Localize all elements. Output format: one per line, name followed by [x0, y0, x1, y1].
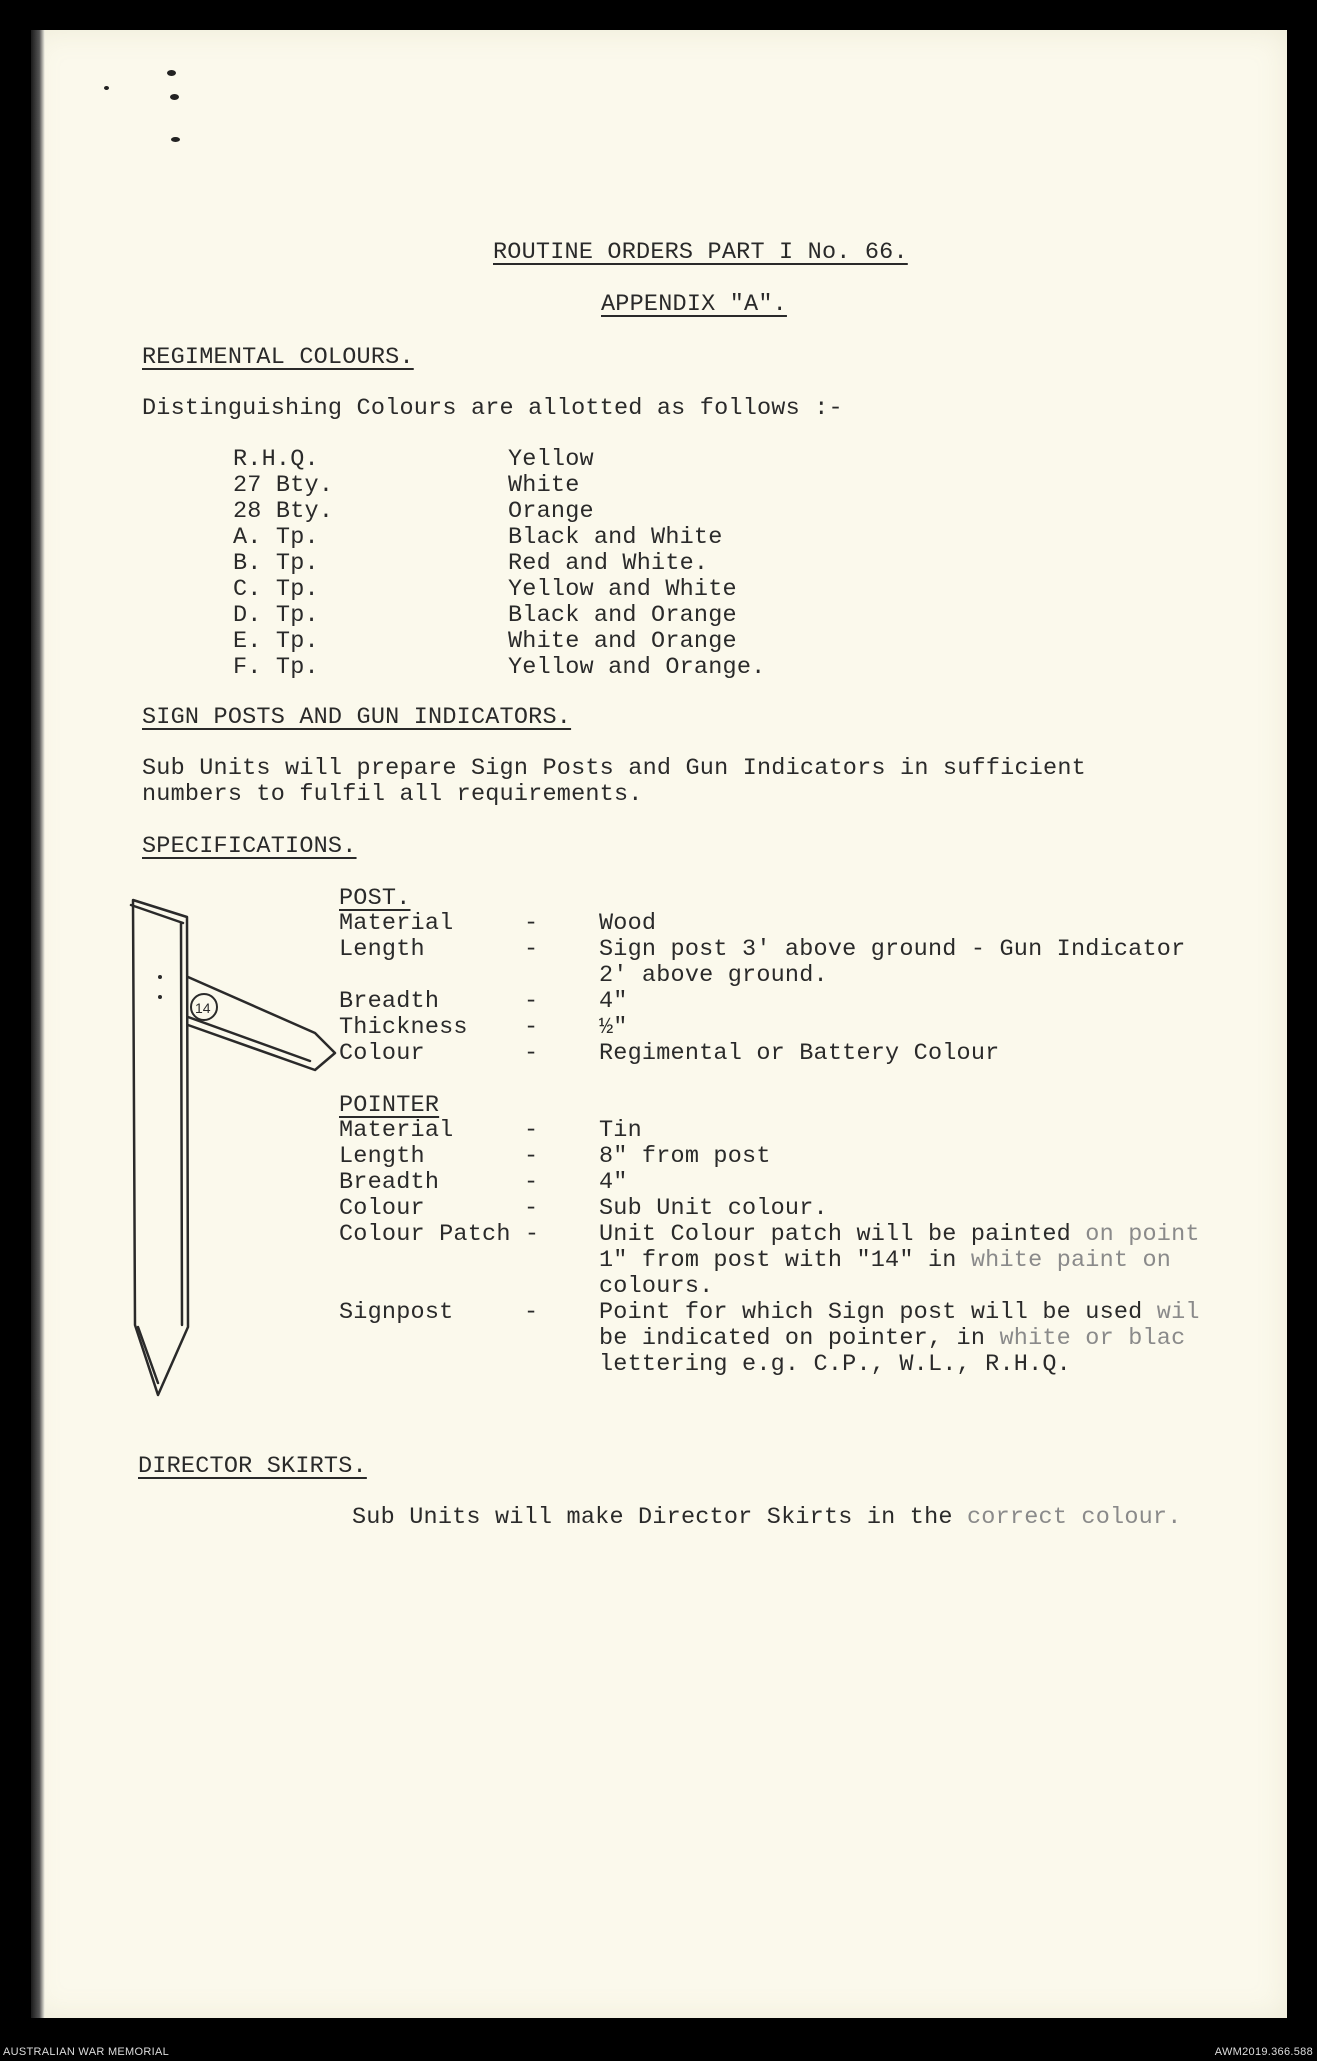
signposts-text: numbers to fulfil all requirements. — [142, 781, 643, 808]
unit-name: D. Tp. — [233, 602, 319, 629]
pointer-outline — [188, 977, 335, 1070]
spec-value: lettering e.g. C.P., W.L., R.H.Q. — [599, 1351, 1071, 1378]
spec-value: Sign post 3' above ground - Gun Indicator — [599, 936, 1186, 963]
unit-colour: Black and Orange — [508, 602, 737, 629]
spec-label: Colour — [339, 1195, 425, 1222]
spec-dash: - — [524, 1117, 539, 1144]
spec-value: Regimental or Battery Colour — [599, 1040, 1000, 1067]
spec-value-part: Point for which Sign post will be used — [599, 1299, 1157, 1326]
spec-dash: - — [524, 1143, 539, 1170]
spec-value: 2' above ground. — [599, 962, 828, 989]
spec-value-faded: on point — [1085, 1221, 1200, 1248]
spec-value: Wood — [599, 910, 657, 937]
page-edge-shadow — [31, 30, 45, 2018]
footer-archive-name: AUSTRALIAN WAR MEMORIAL — [3, 2046, 170, 2058]
spec-value-part: 1" from post with "14" in — [599, 1247, 971, 1274]
staple-mark — [167, 70, 176, 76]
section-heading-director: DIRECTOR SKIRTS. — [138, 1453, 367, 1480]
spec-value: 4" — [599, 1169, 628, 1196]
spec-dash: - — [524, 936, 539, 963]
unit-name: 27 Bty. — [233, 472, 334, 499]
spec-value-part: Unit Colour patch will be painted — [599, 1221, 1086, 1248]
unit-name: A. Tp. — [233, 524, 319, 551]
spec-value-faded: wil — [1156, 1299, 1200, 1326]
spec-dash: - — [524, 1014, 539, 1041]
spec-value-faded: white or blac — [999, 1325, 1186, 1352]
spec-value: 4" — [599, 988, 628, 1015]
staple-mark — [104, 86, 109, 90]
unit-name: E. Tp. — [233, 628, 319, 655]
spec-label: Signpost — [339, 1299, 454, 1326]
page-title: ROUTINE ORDERS PART I No. 66. — [493, 239, 908, 266]
spec-dash: - — [524, 1299, 539, 1326]
spec-value: ½" — [599, 1014, 628, 1041]
section-heading-specifications: SPECIFICATIONS. — [142, 833, 357, 860]
unit-colour: White and Orange — [508, 628, 737, 655]
spec-label: Colour — [339, 1040, 425, 1067]
spec-value-part: be indicated on pointer, in — [599, 1325, 1000, 1352]
appendix-title: APPENDIX "A". — [601, 291, 787, 318]
spec-value-faded: white paint on — [970, 1247, 1172, 1274]
spec-label: Material — [339, 910, 454, 937]
spec-dash: - — [524, 1169, 539, 1196]
unit-colour: Yellow and Orange. — [508, 654, 766, 681]
spec-label: Thickness — [339, 1014, 468, 1041]
spec-label: Material — [339, 1117, 454, 1144]
spec-label: Colour Patch - — [339, 1221, 540, 1248]
footer-accession-number: AWM2019.366.588 — [1214, 2046, 1313, 2058]
nail-dot — [158, 995, 162, 999]
unit-colour: Yellow and White — [508, 576, 737, 603]
spec-value — [599, 1300, 1200, 1326]
post-inner-edge — [181, 923, 182, 1325]
section-heading-regimental: REGIMENTAL COLOURS. — [142, 344, 414, 371]
pointer-heading: POINTER — [339, 1092, 440, 1119]
pointer-number: 14 — [195, 1000, 211, 1016]
spec-value — [599, 1326, 1185, 1352]
staple-mark — [171, 137, 180, 142]
unit-colour: Orange — [508, 498, 594, 525]
unit-name: R.H.Q. — [233, 446, 319, 473]
spec-label: Breadth — [339, 988, 440, 1015]
unit-colour: Yellow — [508, 446, 594, 473]
spec-dash: - — [524, 1195, 539, 1222]
unit-colour: White — [508, 472, 580, 499]
spec-value — [599, 1222, 1200, 1248]
spec-value: Sub Unit colour. — [599, 1195, 828, 1222]
staple-mark — [170, 94, 179, 100]
unit-name: 28 Bty. — [233, 498, 334, 525]
post-heading: POST. — [339, 885, 411, 912]
spec-label: Length — [339, 936, 425, 963]
spec-dash: - — [524, 910, 539, 937]
unit-name: C. Tp. — [233, 576, 319, 603]
spec-value — [599, 1248, 1171, 1274]
director-text — [352, 1505, 1182, 1531]
spec-label: Length — [339, 1143, 425, 1170]
spec-dash: - — [524, 1040, 539, 1067]
unit-name: F. Tp. — [233, 654, 319, 681]
post-outline — [133, 900, 188, 1395]
unit-colour: Black and White — [508, 524, 723, 551]
spec-dash: - — [524, 988, 539, 1015]
spec-value: colours. — [599, 1273, 714, 1300]
section-heading-signposts: SIGN POSTS AND GUN INDICATORS. — [142, 704, 572, 731]
director-text-faded: correct colour. — [967, 1504, 1182, 1531]
spec-value: Tin — [599, 1117, 642, 1144]
spec-value: 8" from post — [599, 1143, 771, 1170]
unit-colour: Red and White. — [508, 550, 709, 577]
director-text-part: Sub Units will make Director Skirts in the — [352, 1504, 967, 1531]
regimental-intro: Distinguishing Colours are allotted as follows :- — [142, 395, 843, 422]
nail-dot — [158, 975, 162, 979]
unit-name: B. Tp. — [233, 550, 319, 577]
spec-label: Breadth — [339, 1169, 440, 1196]
post-point-inner — [138, 1327, 158, 1383]
signpost-diagram — [125, 895, 345, 1405]
signposts-text: Sub Units will prepare Sign Posts and Gun Indicators in sufficient — [142, 755, 1086, 782]
